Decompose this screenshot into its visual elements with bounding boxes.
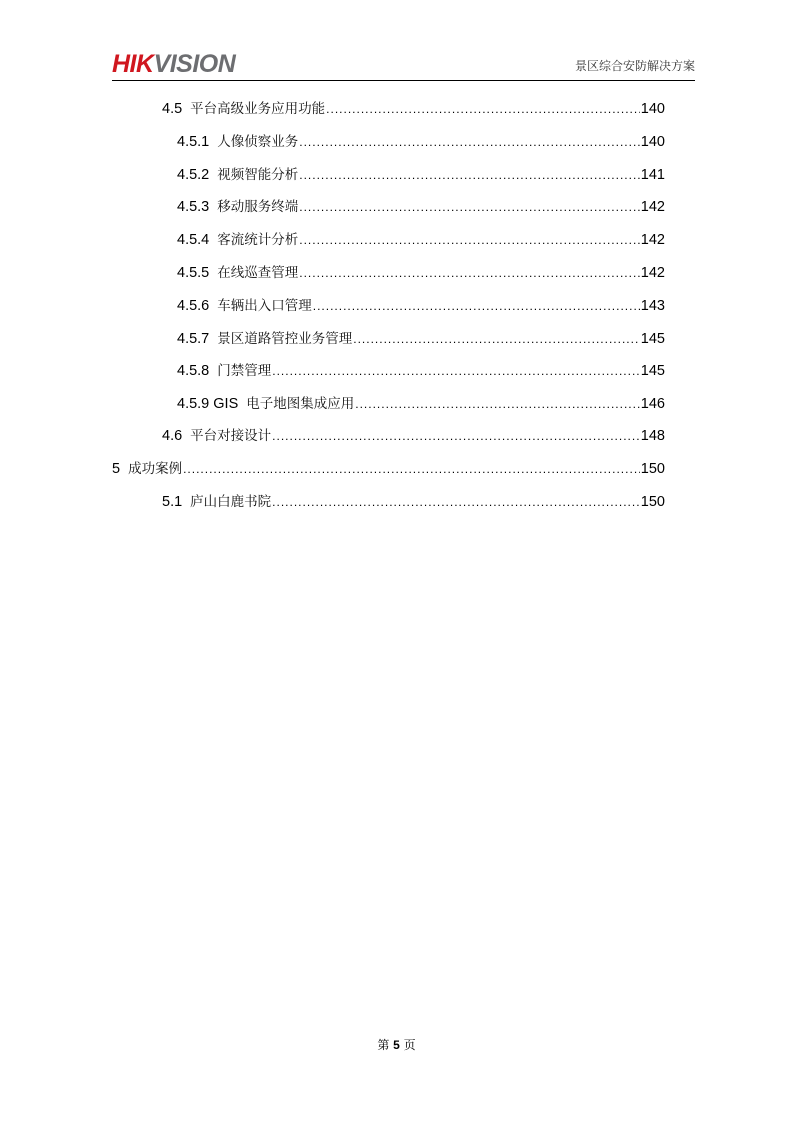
logo-vision: VISION	[153, 50, 236, 78]
page-header	[112, 48, 695, 82]
toc-leader-dots	[183, 458, 640, 480]
toc-entry[interactable]	[177, 262, 665, 284]
toc-entry[interactable]	[162, 98, 665, 120]
toc-leader-dots	[272, 360, 640, 382]
toc-entry-page: 145	[640, 331, 665, 347]
toc-entry-number: 4.5.8	[177, 363, 210, 379]
toc-entry[interactable]	[177, 229, 665, 251]
toc-entry-page: 145	[640, 363, 665, 379]
toc-leader-dots	[299, 131, 640, 153]
toc-leader-dots	[272, 491, 640, 513]
toc-entry-number: 5.1	[162, 494, 183, 510]
toc-leader-dots	[355, 393, 640, 415]
toc-entry-number: 4.5.9 GIS	[177, 396, 239, 412]
toc-entry-number: 4.5.7	[177, 331, 210, 347]
toc-entry-page: 148	[640, 428, 665, 444]
toc-entry[interactable]	[177, 131, 665, 153]
toc-entry[interactable]	[162, 425, 665, 447]
toc-entry-number: 4.5.5	[177, 265, 210, 281]
page-footer	[0, 1036, 793, 1053]
toc-leader-dots	[313, 295, 640, 317]
toc-entry-title: 在线巡查管理	[217, 265, 299, 281]
toc-entry-page: 141	[640, 167, 665, 183]
toc-entry-number: 4.5.2	[177, 167, 210, 183]
toc-entry-number: 4.5.4	[177, 232, 210, 248]
page-number: 5	[393, 1038, 400, 1052]
toc-entry-title: 门禁管理	[217, 363, 272, 379]
toc-leader-dots	[272, 425, 640, 447]
toc-leader-dots	[299, 262, 640, 284]
hikvision-logo	[112, 50, 235, 78]
toc-entry[interactable]	[177, 393, 665, 415]
toc-entry-number: 4.5.3	[177, 199, 210, 215]
toc-entry-page: 143	[640, 298, 665, 314]
document-title: 景区综合安防解决方案	[574, 59, 695, 73]
toc-entry-page: 142	[640, 232, 665, 248]
toc-entry-title: 人像侦察业务	[217, 134, 299, 150]
toc-leader-dots	[326, 98, 640, 120]
toc-entry-title: 平台对接设计	[190, 428, 272, 444]
toc-entry-title: 电子地图集成应用	[246, 396, 355, 412]
toc-entry-title: 成功案例	[128, 461, 183, 477]
toc-entry-page: 142	[640, 265, 665, 281]
toc-entry-number: 5	[112, 461, 121, 477]
toc-entry-title: 客流统计分析	[217, 232, 299, 248]
toc-entry[interactable]	[177, 164, 665, 186]
page-number-suffix: 页	[403, 1038, 416, 1052]
toc-leader-dots	[299, 196, 640, 218]
toc-entry-number: 4.5.1	[177, 134, 210, 150]
toc-entry-title: 车辆出入口管理	[217, 298, 312, 314]
toc-entry[interactable]	[162, 491, 665, 513]
logo-hik: HIK	[112, 50, 154, 78]
toc-entry-page: 146	[640, 396, 665, 412]
toc-leader-dots	[299, 164, 640, 186]
header-divider	[112, 80, 695, 81]
toc-entry-title: 移动服务终端	[217, 199, 299, 215]
toc-entry-title: 景区道路管控业务管理	[217, 331, 353, 347]
toc-entry-title: 平台高级业务应用功能	[190, 101, 326, 117]
toc-entry-number: 4.6	[162, 428, 183, 444]
toc-entry-page: 140	[640, 101, 665, 117]
toc-entry-page: 142	[640, 199, 665, 215]
toc-entry[interactable]	[177, 196, 665, 218]
toc-entry-title: 庐山白鹿书院	[190, 494, 272, 510]
toc-entry[interactable]	[177, 328, 665, 350]
toc-entry-page: 140	[640, 134, 665, 150]
toc-leader-dots	[299, 229, 640, 251]
toc-entry-page: 150	[640, 461, 665, 477]
toc-entry[interactable]	[177, 295, 665, 317]
toc-entry-number: 4.5	[162, 101, 183, 117]
toc-entry[interactable]	[177, 360, 665, 382]
toc-entry[interactable]	[112, 458, 665, 480]
toc-entry-number: 4.5.6	[177, 298, 210, 314]
toc-leader-dots	[353, 328, 640, 350]
toc-entry-page: 150	[640, 494, 665, 510]
page-number-prefix: 第	[377, 1038, 390, 1052]
toc-entry-title: 视频智能分析	[217, 167, 299, 183]
